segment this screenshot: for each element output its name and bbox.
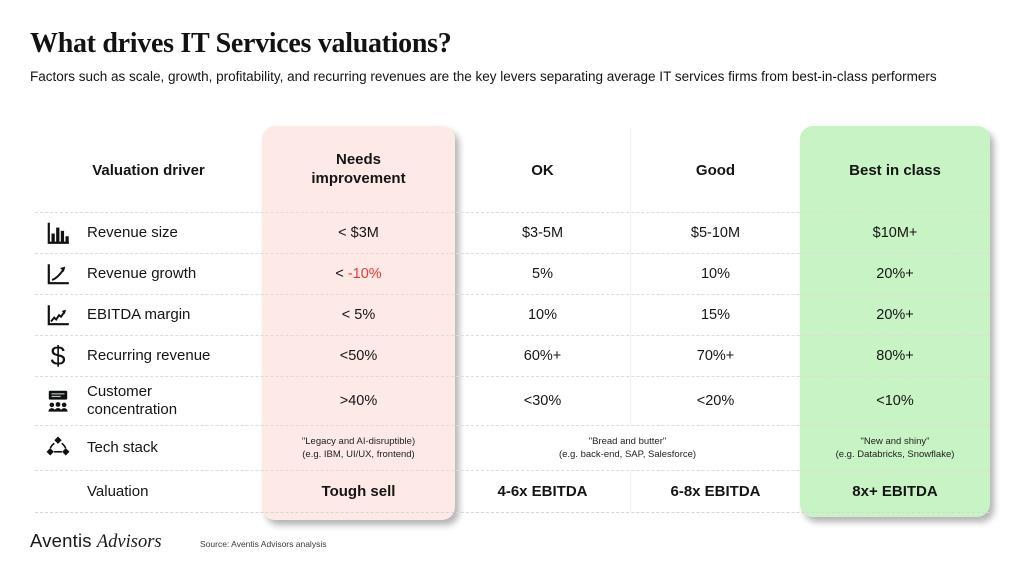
driver-cell: Valuation [87, 482, 149, 500]
good-value: 10% [630, 254, 800, 294]
header-good: Good [630, 128, 800, 212]
table-header-row [35, 128, 990, 212]
header-needs-improvement: Needs improvement [311, 151, 406, 187]
driver-cell: EBITDA margin [35, 295, 262, 335]
driver-cell: Customer concentration [35, 377, 262, 425]
tech-stack-icon [43, 435, 73, 461]
header-ok: OK [531, 161, 554, 179]
driver-cell: $ Recurring revenue [35, 336, 262, 376]
good-value: $5-10M [630, 213, 800, 253]
needs-improvement-value: < $3M [338, 225, 379, 241]
page-title: What drives IT Services valuations? [30, 28, 452, 59]
driver-cell: Revenue growth [35, 254, 262, 294]
best-note: "New and shiny" (e.g. Databricks, Snowflake) [835, 435, 955, 460]
good-value: <20% [630, 377, 800, 425]
ok-value: 5% [532, 266, 553, 282]
needs-improvement-value: < -10% [335, 266, 382, 282]
aventis-advisors-logo: Aventis Advisors [30, 530, 162, 552]
needs-improvement-note: "Legacy and AI-disruptible) (e.g. IBM, UI/UX, frontend) [301, 435, 416, 460]
table-row-ebitda-margin [35, 294, 990, 335]
ok-value: 10% [527, 307, 558, 323]
subtitle: Factors such as scale, growth, profitability, and recurring revenues are the key levers separating average IT services firms from best-in-class performers [30, 69, 937, 84]
audience-icon [43, 388, 73, 414]
good-value: 70%+ [630, 336, 800, 376]
best-value: 20%+ [876, 307, 914, 323]
valuation-table [35, 128, 990, 512]
table-row-valuation [35, 470, 990, 512]
best-value: $10M+ [872, 225, 918, 241]
growth-arrow-icon [43, 261, 73, 287]
table-row-revenue-size [35, 212, 990, 253]
best-value: 80%+ [876, 348, 914, 364]
needs-improvement-value: >40% [339, 393, 378, 409]
header-best-in-class: Best in class [849, 161, 941, 179]
table-row-customer-concentration [35, 376, 990, 425]
table-row-recurring-revenue [35, 335, 990, 376]
driver-cell: Tech stack [35, 426, 262, 470]
needs-improvement-value: <50% [339, 348, 378, 364]
bar-chart-icon [43, 220, 73, 246]
negative-growth-value: -10% [347, 266, 382, 282]
ok-valuation: 4-6x EBITDA [497, 483, 588, 500]
good-value: 15% [630, 295, 800, 335]
needs-improvement-value: < 5% [341, 307, 376, 323]
zigzag-chart-icon [43, 302, 73, 328]
best-value: 20%+ [876, 266, 914, 282]
ok-value: $3-5M [521, 225, 564, 241]
ok-good-note: "Bread and butter" (e.g. back-end, SAP, Salesforce) [558, 435, 697, 460]
ok-value: 60%+ [523, 348, 562, 364]
table-grid [35, 128, 990, 513]
table-row-revenue-growth [35, 253, 990, 294]
table-row-tech-stack [35, 425, 990, 470]
best-valuation: 8x+ EBITDA [852, 483, 938, 500]
header-valuation-driver: Valuation driver [92, 161, 205, 179]
driver-cell: Revenue size [35, 213, 262, 253]
source-note: Source: Aventis Advisors analysis [200, 539, 327, 549]
dollar-icon: $ [50, 340, 66, 371]
best-value: <10% [876, 393, 914, 409]
good-valuation: 6-8x EBITDA [630, 471, 800, 512]
ok-value: <30% [523, 393, 562, 409]
needs-improvement-valuation: Tough sell [321, 483, 396, 500]
